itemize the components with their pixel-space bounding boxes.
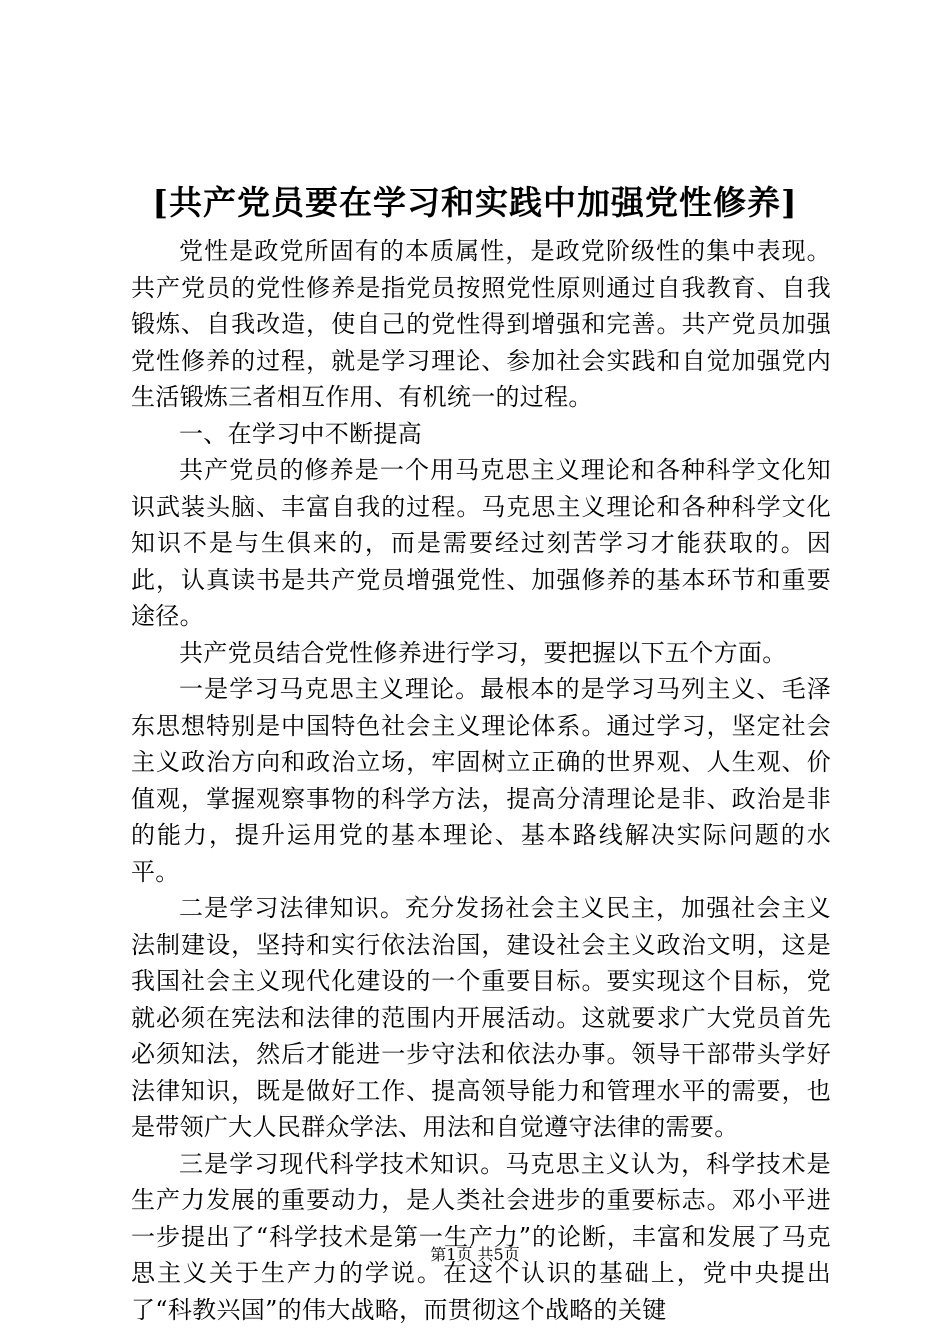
paragraph-aspect-2: 二是学习法律知识。充分发扬社会主义民主，加强社会主义法制建设，坚持和实行依法治国，建设社会主义政治文明，这是我国社会主义现代化建设的一个重要目标。要实现这个目标，党就必须在宪法和法律的范围内开展活动。这就要求广大党员首先必须知法，然后才能进一步守法和依法办事。领导干部带头学好法律知识，既是做好工作、提高领导能力和管理水平的需要，也是带领广大人民群众学法、用法和自觉遵守法律的需要。 — [131, 894, 831, 1141]
page-number-footer: 第1页 共5页 — [430, 1245, 520, 1264]
paragraph-aspect-1: 一是学习马克思主义理论。最根本的是学习马列主义、毛泽东思想特别是中国特色社会主义理论体系。通过学习，坚定社会主义政治方向和政治立场，牢固树立正确的世界观、人生观、价值观，掌握观察事物的科学方法，提高分清理论是非、政治是非的能力，提升运用党的基本理论、基本路线解决实际问题的水平。 — [131, 675, 831, 886]
paragraph-aspect-3: 三是学习现代科学技术知识。马克思主义认为，科学技术是生产力发展的重要动力，是人类社会进步的重要标志。邓小平进一步提出了“科学技术是第一生产力”的论断，丰富和发展了马克思主义关于生产力的学说。在这个认识的基础上，党中央提出了“科教兴国”的伟大战略，而贯彻这个战略的关键 — [131, 1149, 831, 1324]
document-title: [共产党员要在学习和实践中加强党性修养] — [152, 183, 798, 222]
section-heading-1: 一、在学习中不断提高 — [179, 419, 422, 448]
document-body — [131, 233, 831, 1328]
paragraph-five-aspects: 共产党员结合党性修养进行学习，要把握以下五个方面。 — [179, 638, 787, 667]
paragraph-study: 共产党员的修养是一个用马克思主义理论和各种科学文化知识武装头脑、丰富自我的过程。马克思主义理论和各种科学文化知识不是与生俱来的，而是需要经过刻苦学习才能获取的。因此，认真读书是共产党员增强党性、加强修养的基本环节和重要途径。 — [131, 456, 831, 630]
paragraph-intro: 党性是政党所固有的本质属性，是政党阶级性的集中表现。共产党员的党性修养是指党员按照党性原则通过自我教育、自我锻炼、自我改造，使自己的党性得到增强和完善。共产党员加强党性修养的过程，就是学习理论、参加社会实践和自觉加强党内生活锻炼三者相互作用、有机统一的过程。 — [131, 237, 831, 411]
